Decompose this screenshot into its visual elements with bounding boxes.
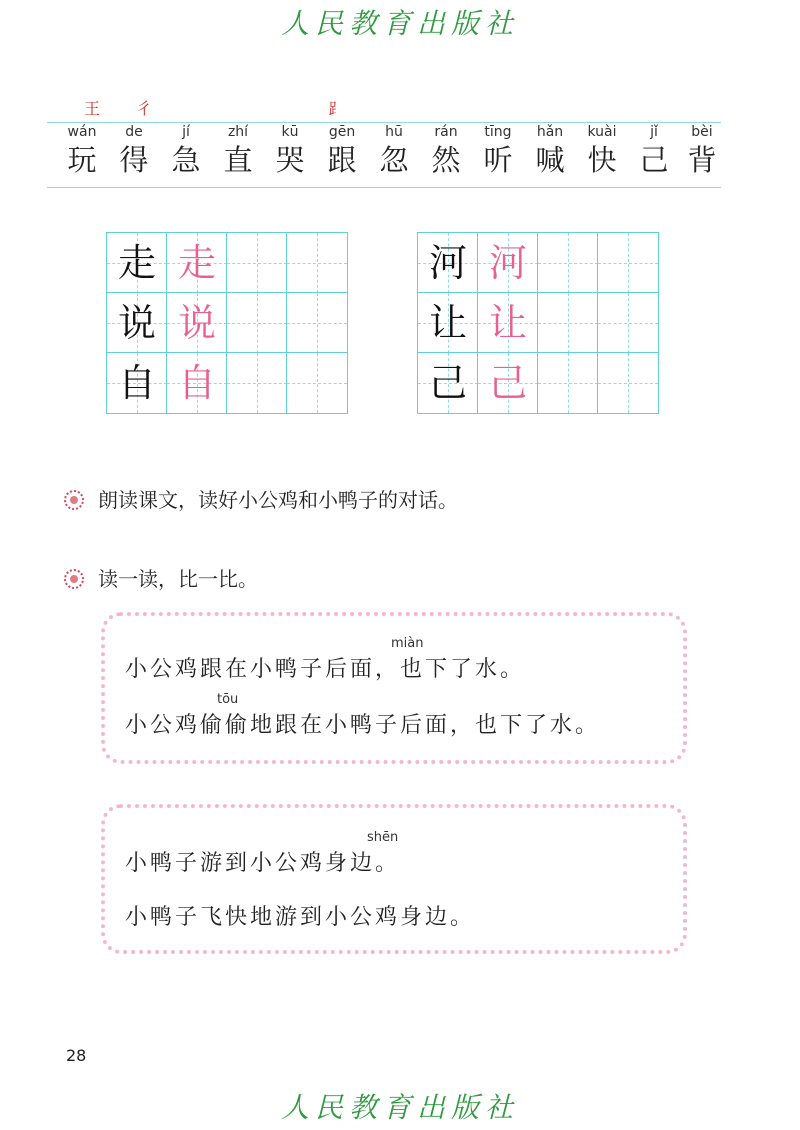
pinyin: hǎn (536, 124, 564, 140)
radical-zu: ⻊ (327, 99, 344, 118)
char-item (212, 122, 264, 178)
pinyin: bèi (691, 124, 713, 140)
task-text: 朗读课文，读好小公鸡和小鸭子的对话。 (98, 488, 458, 512)
task-bullet-icon (64, 490, 84, 510)
task-read-aloud (64, 484, 458, 513)
char-item (368, 122, 420, 178)
grid-model-char: 河 (428, 241, 467, 285)
grid-trace-char: 己 (488, 361, 527, 405)
sentence: 小鸭子游到小公鸡身边。 (125, 851, 401, 876)
new-character-row (47, 122, 721, 182)
char-item (576, 122, 628, 178)
pinyin: jǐ (650, 124, 658, 140)
sentence: 小公鸡偷偷地跟在小鸭子后面，也下了水。 (125, 713, 601, 738)
char-item (676, 122, 728, 178)
sentence: 小鸭子飞快地游到小公鸡身边。 (125, 905, 476, 930)
pinyin: wán (67, 124, 97, 140)
grid-model-char: 走 (117, 241, 156, 285)
task-text: 读一读，比一比。 (98, 567, 258, 591)
hanzi: 然 (431, 143, 461, 177)
pinyin: gēn (328, 124, 356, 140)
grid-trace-char: 说 (177, 301, 216, 345)
grid-model-char: 让 (428, 301, 467, 345)
char-item (472, 122, 524, 178)
hanzi: 哭 (275, 143, 305, 177)
grid-model-char: 自 (117, 361, 156, 405)
sentence: 小公鸡跟在小鸭子后面，也下了水。 (125, 657, 526, 682)
char-item (316, 122, 368, 178)
pinyin: kū (281, 124, 299, 140)
task-read-compare (64, 563, 258, 592)
hanzi: 直 (223, 143, 253, 177)
compare-box-2 (101, 804, 687, 954)
grid-model-char: 说 (117, 301, 156, 345)
char-item (420, 122, 472, 178)
compare-box-1 (101, 612, 687, 764)
pinyin: zhí (227, 124, 249, 140)
writing-grid-right (417, 232, 659, 414)
pinyin-annotation: tōu (217, 692, 239, 707)
grid-trace-char: 自 (177, 361, 216, 405)
grid-model-char: 己 (428, 361, 467, 405)
page-number: 28 (66, 1046, 87, 1065)
pinyin: hū (385, 124, 403, 140)
writing-grid-left (106, 232, 348, 414)
hanzi: 得 (119, 143, 149, 177)
char-item (56, 122, 108, 178)
pinyin-annotation: shēn (367, 830, 399, 845)
char-item (524, 122, 576, 178)
hanzi: 喊 (535, 143, 565, 177)
hanzi: 玩 (67, 143, 97, 177)
hanzi: 己 (639, 143, 669, 177)
hanzi: 忽 (379, 143, 409, 177)
pinyin: kuài (587, 124, 617, 140)
hanzi: 跟 (327, 143, 357, 177)
char-row-bottom-line (47, 187, 721, 188)
pinyin-annotation: miàn (391, 636, 424, 651)
hanzi: 急 (171, 143, 201, 177)
radical-chi: 彳 (135, 99, 152, 118)
hanzi: 快 (587, 143, 617, 177)
grid-trace-char: 河 (488, 241, 527, 285)
task-bullet-icon (64, 569, 84, 589)
char-item (108, 122, 160, 178)
char-item (264, 122, 316, 178)
pinyin: jí (182, 124, 190, 140)
publisher-header: 人民教育出版社 (280, 7, 519, 40)
char-item (160, 122, 212, 178)
grid-trace-char: 走 (177, 241, 216, 285)
pinyin: tīng (484, 124, 512, 140)
hanzi: 听 (483, 143, 513, 177)
publisher-footer: 人民教育出版社 (280, 1091, 519, 1124)
char-item (628, 122, 680, 178)
pinyin: de (125, 124, 143, 140)
grid-trace-char: 让 (488, 301, 527, 345)
radical-wang: 王 (83, 99, 100, 118)
pinyin: rán (434, 124, 458, 140)
hanzi: 背 (687, 143, 717, 177)
